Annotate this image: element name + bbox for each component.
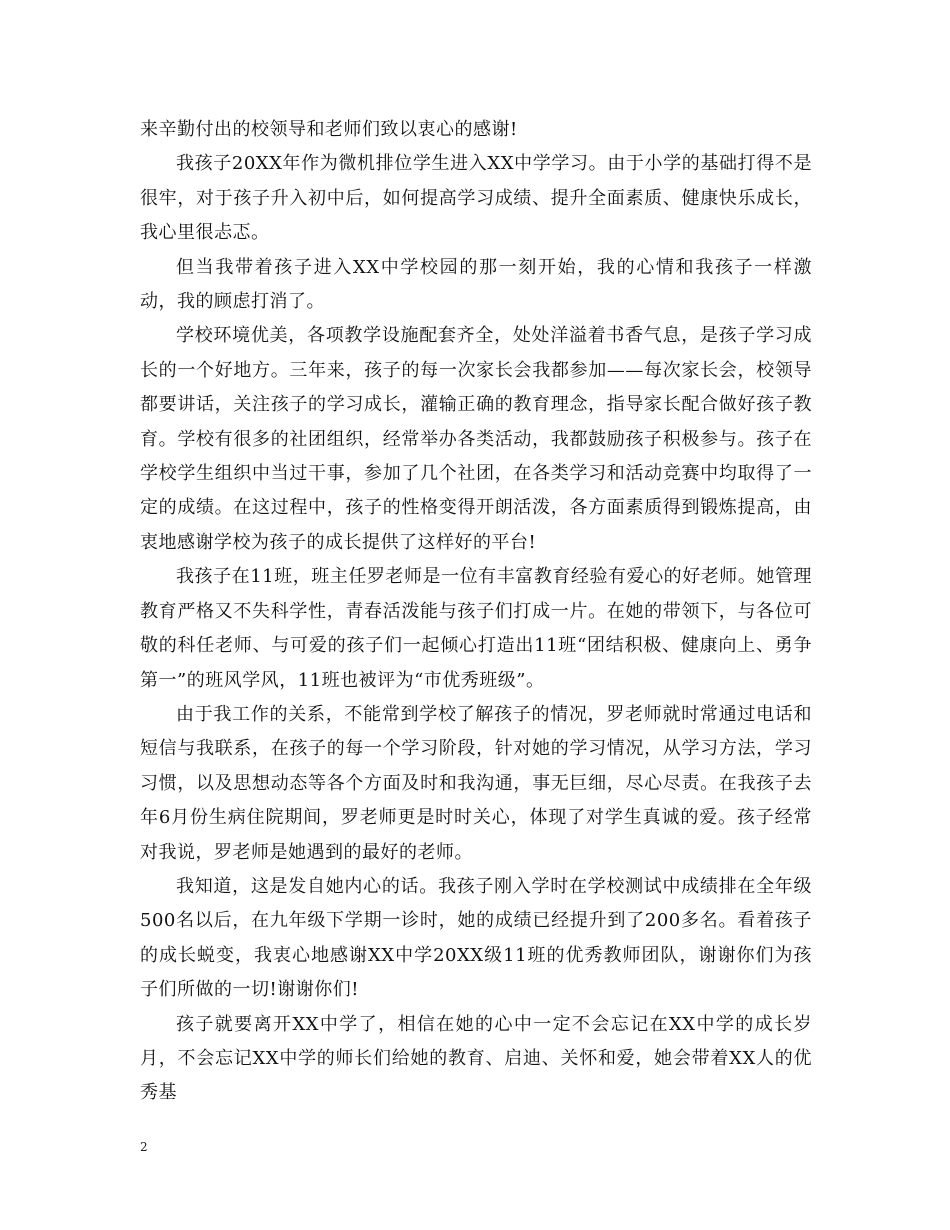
paragraph-school-environment: 学校环境优美，各项教学设施配套齐全，处处洋溢着书香气息，是孩子学习成长的一个好地方。三年来，孩子的每一次家长会我都参加——每次家长会，校领导都要讲话，关注孩子的学习成长，灌输正确的教育理念，指导家长配合做好孩子教育。学校有很多的社团组织，经常举办各类活动，我都鼓励孩子积极参与。孩子在学校学生组织中当过干事，参加了几个社团，在各类学习和活动竞赛中均取得了一定的成绩。在这过程中，孩子的性格变得开朗活泼，各方面素质得到锻炼提高，由衷地感谢学校为孩子的成长提供了这样好的平台! [140, 325, 812, 553]
paragraph-first-visit: 但当我带着孩子进入XX中学校园的那一刻开始，我的心情和我孩子一样激动，我的顾虑打消了。 [140, 256, 812, 313]
paragraph-farewell: 孩子就要离开XX中学了，相信在她的心中一定不会忘记在XX中学的成长岁月，不会忘记XX中学的师长们给她的教育、启迪、关怀和爱，她会带着XX人的优秀基 [140, 1013, 812, 1104]
paragraph-progress: 我知道，这是发自她内心的话。我孩子刚入学时在学校测试中成绩排在全年级500名以后，在九年级下学期一诊时，她的成绩已经提升到了200多名。看着孩子的成长蜕变，我衷心地感谢XX中学20XX级11班的优秀教师团队，谢谢你们为孩子们所做的一切!谢谢你们! [140, 875, 812, 1001]
document-body [140, 113, 812, 1111]
paragraph-communication: 由于我工作的关系，不能常到学校了解孩子的情况，罗老师就时常通过电话和短信与我联系，在孩子的每一个学习阶段，针对她的学习情况，从学习方法，学习习惯，以及思想动态等各个方面及时和我沟通，事无巨细，尽心尽责。在我孩子去年6月份生病住院期间，罗老师更是时时关心，体现了对学生真诚的爱。孩子经常对我说，罗老师是她遇到的最好的老师。 [140, 703, 812, 863]
paragraph-continued: 来辛勤付出的校领导和老师们致以衷心的感谢! [140, 119, 518, 140]
paragraph-enrollment: 我孩子20XX年作为微机排位学生进入XX中学学习。由于小学的基础打得不是很牢，对于孩子升入初中后，如何提高学习成绩、提升全面素质、健康快乐成长，我心里很忐忑。 [140, 153, 812, 244]
page-number: 2 [140, 1140, 148, 1154]
paragraph-class-teacher: 我孩子在11班，班主任罗老师是一位有丰富教育经验有爱心的好老师。她管理教育严格又不失科学性，青春活泼能与孩子们打成一片。在她的带领下，与各位可敬的科任老师、与可爱的孩子们一起倾心打造出11班“团结积极、健康向上、勇争第一”的班风学风，11班也被评为“市优秀班级”。 [140, 566, 812, 691]
